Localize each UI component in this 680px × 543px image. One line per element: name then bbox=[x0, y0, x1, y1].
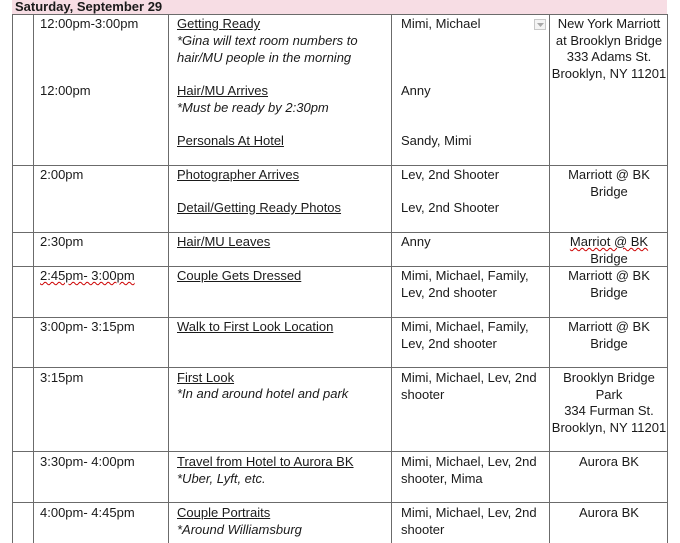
row-time: 12:00pm bbox=[40, 83, 91, 98]
row-time: 4:00pm- 4:45pm bbox=[40, 505, 135, 520]
day-header bbox=[12, 0, 667, 15]
event-title: Hair/MU Leaves bbox=[177, 234, 271, 249]
row-divider bbox=[12, 502, 667, 503]
people-cell bbox=[401, 268, 529, 301]
people-cell: Lev, 2nd Shooter bbox=[401, 200, 500, 215]
row-time: 2:45pm- 3:00pm bbox=[40, 268, 135, 283]
location-cell: Aurora BK bbox=[579, 454, 639, 469]
event-note: *Gina will text room numbers to bbox=[177, 33, 358, 48]
grid-line bbox=[549, 14, 550, 543]
grid-line bbox=[168, 14, 169, 543]
location-line: Bridge bbox=[590, 284, 628, 300]
people-cell: Anny bbox=[401, 234, 431, 249]
event-note: *Uber, Lyft, etc. bbox=[177, 471, 266, 486]
location-cell bbox=[551, 268, 667, 301]
location-line: Brooklyn, NY 11201 bbox=[551, 419, 667, 435]
location-cell bbox=[551, 319, 667, 352]
people-cell: Sandy, Mimi bbox=[401, 133, 472, 148]
people-line: Mimi, Michael, Family, bbox=[401, 319, 529, 334]
location-line: Brooklyn Bridge bbox=[563, 370, 655, 385]
dropdown-button[interactable] bbox=[534, 19, 546, 30]
location-line: Bridge bbox=[590, 335, 628, 351]
location-line: 333 Adams St. bbox=[566, 49, 652, 64]
grid-line bbox=[12, 14, 13, 543]
row-time: 3:15pm bbox=[40, 370, 84, 385]
people-cell: Mimi, Michael bbox=[401, 16, 481, 31]
location-cell bbox=[551, 370, 667, 436]
location-cell bbox=[551, 16, 667, 82]
row-time: 3:00pm- 3:15pm bbox=[40, 319, 135, 334]
people-line: Mimi, Michael, Family, bbox=[401, 268, 529, 283]
location-line: 334 Furman St. bbox=[564, 403, 654, 418]
event-title: Travel from Hotel to Aurora BK bbox=[177, 454, 354, 469]
people-line: Lev, 2nd shooter bbox=[401, 284, 497, 300]
location-line: Marriott @ BK bbox=[568, 167, 650, 182]
event-title: Couple Portraits bbox=[177, 505, 271, 520]
people-cell bbox=[401, 370, 537, 403]
row-time: 3:30pm- 4:00pm bbox=[40, 454, 135, 469]
location-cell bbox=[551, 167, 667, 200]
event-title: Detail/Getting Ready Photos bbox=[177, 200, 342, 215]
event-note: hair/MU people in the morning bbox=[177, 50, 352, 65]
people-line: shooter, Mima bbox=[401, 470, 483, 486]
people-cell bbox=[401, 505, 537, 538]
location-line: Bridge bbox=[590, 250, 628, 266]
grid-line bbox=[33, 14, 34, 543]
row-divider bbox=[12, 367, 667, 368]
event-note: *Must be ready by 2:30pm bbox=[177, 100, 329, 115]
location-line: Marriot @ BK bbox=[569, 234, 649, 249]
location-line: Park bbox=[595, 386, 623, 402]
people-line: Mimi, Michael, Lev, 2nd bbox=[401, 454, 537, 469]
event-title: Photographer Arrives bbox=[177, 167, 300, 182]
event-title: Getting Ready bbox=[177, 16, 261, 31]
location-line: New York Marriott bbox=[557, 16, 661, 31]
event-note: *Around Williamsburg bbox=[177, 522, 302, 537]
people-cell: Anny bbox=[401, 83, 431, 98]
location-line: at Brooklyn Bridge bbox=[555, 32, 663, 48]
event-title: Couple Gets Dressed bbox=[177, 268, 302, 283]
location-line: Marriott @ BK bbox=[568, 319, 650, 334]
location-line: Marriott @ BK bbox=[568, 268, 650, 283]
location-cell bbox=[551, 234, 667, 267]
people-line: Lev, 2nd shooter bbox=[401, 335, 497, 351]
chevron-down-icon bbox=[537, 23, 544, 27]
location-cell: Aurora BK bbox=[579, 505, 639, 520]
row-divider bbox=[12, 451, 667, 452]
event-title: Walk to First Look Location bbox=[177, 319, 334, 334]
event-note: *In and around hotel and park bbox=[177, 386, 349, 401]
event-title: First Look bbox=[177, 370, 235, 385]
row-time: 12:00pm-3:00pm bbox=[40, 16, 139, 31]
people-cell bbox=[401, 454, 537, 487]
people-line: shooter bbox=[401, 386, 445, 402]
people-cell bbox=[401, 319, 529, 352]
location-line: Brooklyn, NY 11201 bbox=[551, 65, 667, 81]
row-divider bbox=[12, 232, 667, 233]
grid-line bbox=[391, 14, 392, 543]
people-line: Mimi, Michael, Lev, 2nd bbox=[401, 505, 537, 520]
day-title: Saturday, September 29 bbox=[15, 0, 163, 14]
people-cell: Lev, 2nd Shooter bbox=[401, 167, 500, 182]
row-divider bbox=[12, 317, 667, 318]
people-line: Mimi, Michael, Lev, 2nd bbox=[401, 370, 537, 385]
event-title: Hair/MU Arrives bbox=[177, 83, 269, 98]
row-divider bbox=[12, 165, 667, 166]
row-time: 2:00pm bbox=[40, 167, 84, 182]
grid-line bbox=[667, 14, 668, 543]
row-time: 2:30pm bbox=[40, 234, 84, 249]
event-title: Personals At Hotel bbox=[177, 133, 284, 148]
people-line: shooter bbox=[401, 521, 445, 537]
location-line: Bridge bbox=[590, 183, 628, 199]
